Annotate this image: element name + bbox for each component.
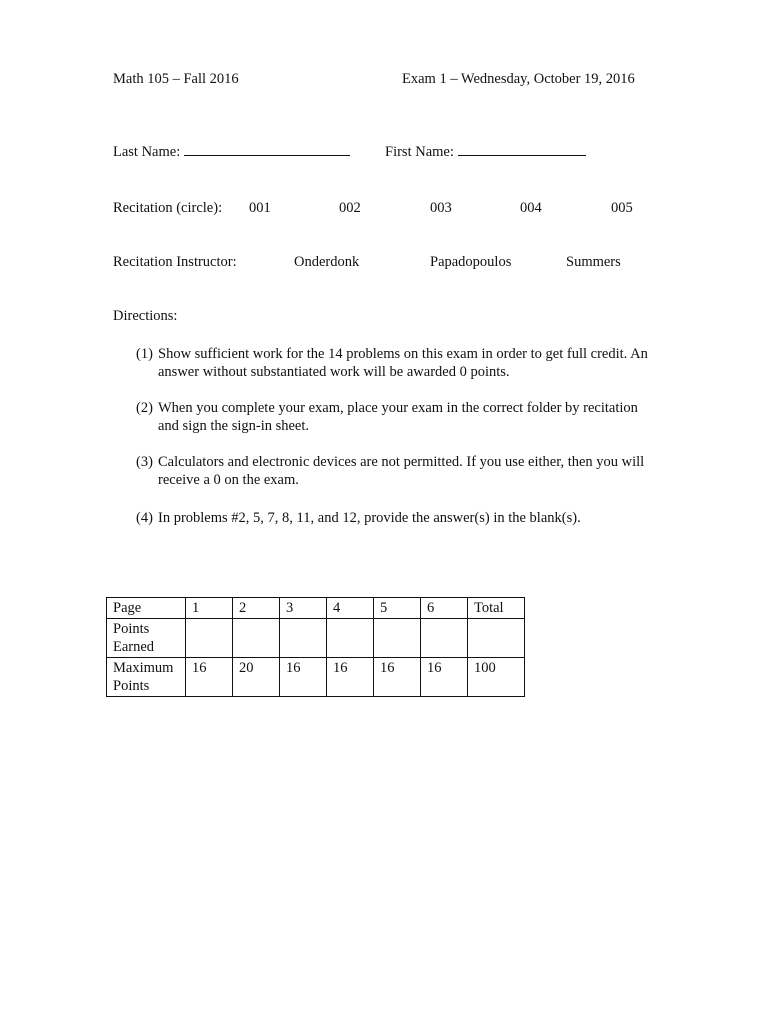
table-row bbox=[107, 658, 525, 697]
instructor-option[interactable]: Papadopoulos bbox=[430, 254, 512, 270]
recitation-option[interactable]: 002 bbox=[339, 200, 361, 216]
direction-item bbox=[136, 399, 656, 435]
last-name-field[interactable] bbox=[113, 144, 350, 161]
table-header-cell: 4 bbox=[327, 598, 374, 619]
points-earned-cell[interactable] bbox=[233, 619, 280, 658]
direction-text: Show sufficient work for the 14 problems on this exam in order to get full credit. An answer without substantiated work will be awarded 0 points. bbox=[158, 346, 648, 380]
direction-number: (1) bbox=[136, 346, 153, 362]
points-earned-cell[interactable] bbox=[421, 619, 468, 658]
course-title: Math 105 – Fall 2016 bbox=[113, 71, 239, 87]
recitation-option[interactable]: 003 bbox=[430, 200, 452, 216]
direction-text: Calculators and electronic devices are not permitted. If you use either, then you will receive a 0 on the exam. bbox=[158, 454, 645, 488]
recitation-option[interactable]: 005 bbox=[611, 200, 633, 216]
table-header-cell: 1 bbox=[186, 598, 233, 619]
direction-number: (3) bbox=[136, 454, 153, 470]
recitation-label: Recitation (circle): bbox=[113, 200, 223, 216]
maximum-points-cell: 100 bbox=[468, 658, 525, 697]
maximum-points-label: Maximum Points bbox=[107, 658, 186, 697]
direction-item bbox=[136, 453, 656, 489]
maximum-points-cell: 20 bbox=[233, 658, 280, 697]
points-earned-cell[interactable] bbox=[186, 619, 233, 658]
points-earned-label: Points Earned bbox=[107, 619, 186, 658]
points-earned-cell[interactable] bbox=[468, 619, 525, 658]
recitation-option[interactable]: 004 bbox=[520, 200, 542, 216]
exam-title: Exam 1 – Wednesday, October 19, 2016 bbox=[402, 71, 635, 87]
first-name-label: First Name: bbox=[385, 144, 454, 160]
maximum-points-cell: 16 bbox=[374, 658, 421, 697]
points-earned-cell[interactable] bbox=[280, 619, 327, 658]
table-header-cell: 2 bbox=[233, 598, 280, 619]
table-row bbox=[107, 598, 525, 619]
last-name-label: Last Name: bbox=[113, 144, 181, 160]
table-header-cell: 6 bbox=[421, 598, 468, 619]
direction-text: In problems #2, 5, 7, 8, 11, and 12, provide the answer(s) in the blank(s). bbox=[158, 510, 581, 526]
table-header-cell: Total bbox=[468, 598, 525, 619]
instructor-option[interactable]: Summers bbox=[566, 254, 621, 270]
points-earned-cell[interactable] bbox=[374, 619, 421, 658]
first-name-blank[interactable] bbox=[458, 154, 586, 156]
direction-number: (2) bbox=[136, 400, 153, 416]
last-name-blank[interactable] bbox=[184, 154, 350, 156]
direction-text: When you complete your exam, place your exam in the correct folder by recitation and sign the sign-in sheet. bbox=[158, 400, 638, 434]
maximum-points-cell: 16 bbox=[280, 658, 327, 697]
recitation-option[interactable]: 001 bbox=[249, 200, 271, 216]
table-header-cell: 5 bbox=[374, 598, 421, 619]
instructor-label: Recitation Instructor: bbox=[113, 254, 237, 270]
direction-item bbox=[136, 509, 656, 527]
instructor-option[interactable]: Onderdonk bbox=[294, 254, 360, 270]
first-name-field[interactable] bbox=[385, 144, 586, 161]
direction-number: (4) bbox=[136, 510, 153, 526]
directions-heading: Directions: bbox=[113, 308, 178, 324]
maximum-points-cell: 16 bbox=[186, 658, 233, 697]
maximum-points-cell: 16 bbox=[421, 658, 468, 697]
maximum-points-cell: 16 bbox=[327, 658, 374, 697]
points-earned-cell[interactable] bbox=[327, 619, 374, 658]
table-row bbox=[107, 619, 525, 658]
score-table bbox=[106, 597, 525, 697]
direction-item bbox=[136, 345, 656, 381]
table-header-cell: 3 bbox=[280, 598, 327, 619]
table-header-cell: Page bbox=[107, 598, 186, 619]
